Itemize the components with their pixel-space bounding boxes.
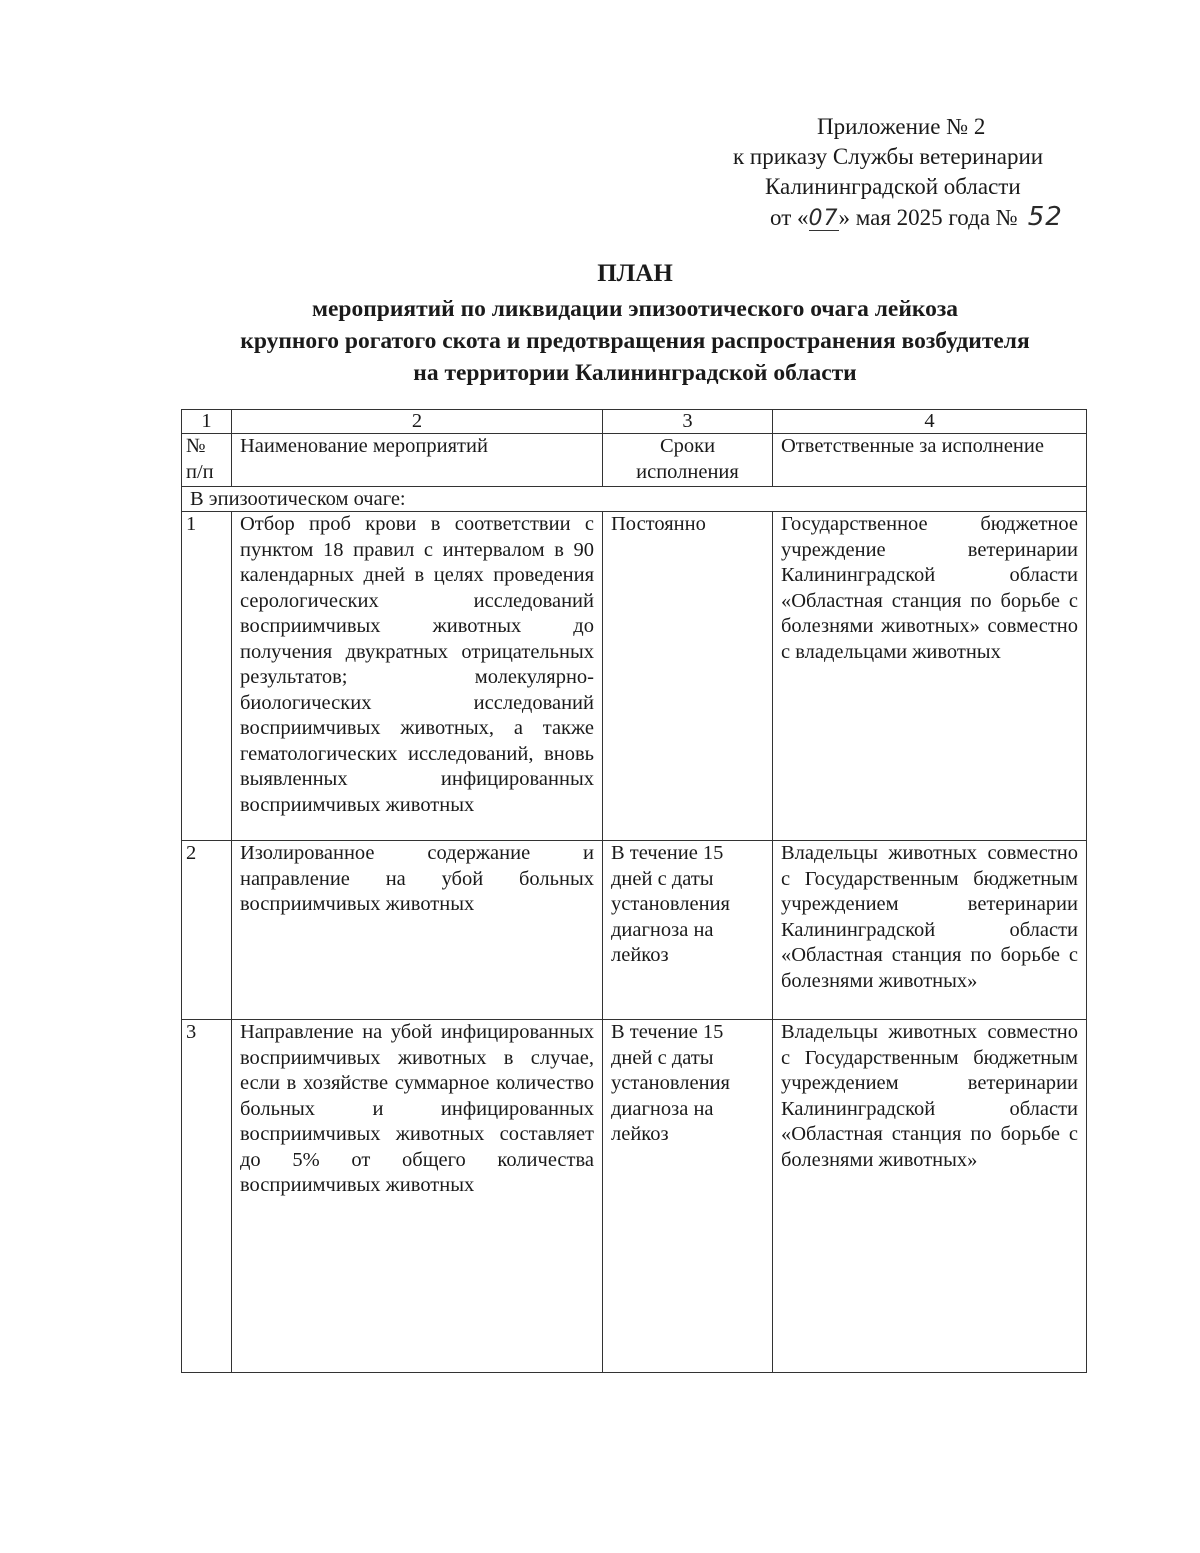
row-num: 2 bbox=[182, 841, 232, 1020]
handwritten-day: 07 bbox=[808, 206, 839, 231]
column-number-4: 4 bbox=[773, 410, 1087, 434]
appendix-header bbox=[727, 112, 1127, 233]
row-name: Отбор проб крови в соответствии с пунктом 18 правил с интервалом в 90 календарных дней в целях проведения серологических исследований восприимчивых животных до получения двукратных отрицательных результатов; молекулярно-биологических исследований восприимчивых животных, а также гематологических исследований, вновь выявленных инфицированных восприимчивых животных bbox=[232, 512, 603, 841]
row-name: Направление на убой инфицированных восприимчивых животных в случае, если в хозяйстве суммарное количество больных и инфицированных восприимчивых животных составляет до 5% от общего количества восприимчивых животных bbox=[232, 1020, 603, 1373]
table-row bbox=[182, 512, 1087, 841]
row-num: 3 bbox=[182, 1020, 232, 1373]
document-title bbox=[150, 258, 1120, 389]
handwritten-order-number: 52 bbox=[1027, 202, 1063, 232]
appendix-region: Калининградской области bbox=[765, 174, 1021, 199]
appendix-number: Приложение № 2 bbox=[817, 114, 986, 139]
date-prefix: от « bbox=[770, 205, 809, 230]
column-number-2: 2 bbox=[232, 410, 603, 434]
column-number-1: 1 bbox=[182, 410, 232, 434]
appendix-date-line bbox=[727, 202, 1127, 233]
column-number-row bbox=[182, 410, 1087, 434]
title-line-3: на территории Калининградской области bbox=[413, 360, 857, 386]
title-line-1: мероприятий по ликвидации эпизоотического очага лейкоза bbox=[311, 296, 959, 322]
title-line-2: крупного рогатого скота и предотвращения распространения возбудителя bbox=[240, 328, 1030, 354]
row-name: Изолированное содержание и направление на убой больных восприимчивых животных bbox=[232, 841, 603, 1020]
table-row bbox=[182, 841, 1087, 1020]
row-terms: Постоянно bbox=[603, 512, 773, 841]
measures-table bbox=[181, 409, 1087, 1373]
row-responsible: Владельцы животных совместно с Государственным бюджетным учреждением ветеринарии Калининградской области «Областная станция по борьбе с болезнями животных» bbox=[773, 1020, 1087, 1373]
column-number-3: 3 bbox=[603, 410, 773, 434]
header-row bbox=[182, 434, 1087, 487]
row-num: 1 bbox=[182, 512, 232, 841]
row-responsible: Государственное бюджетное учреждение ветеринарии Калининградской области «Областная станция по борьбе с болезнями животных» совместно с владельцами животных bbox=[773, 512, 1087, 841]
row-terms: В течение 15 дней с даты установления диагноза на лейкоз bbox=[603, 841, 773, 1020]
header-num: № п/п bbox=[182, 434, 232, 487]
header-terms: Сроки исполнения bbox=[603, 434, 773, 487]
header-name: Наименование мероприятий bbox=[232, 434, 603, 487]
date-mid: » мая 2025 года № bbox=[838, 205, 1018, 230]
section-title: В эпизоотическом очаге: bbox=[182, 487, 1087, 512]
row-terms: В течение 15 дней с даты установления диагноза на лейкоз bbox=[603, 1020, 773, 1373]
title-main: ПЛАН bbox=[597, 260, 673, 287]
appendix-order-ref: к приказу Службы ветеринарии bbox=[733, 144, 1044, 169]
header-responsible: Ответственные за исполнение bbox=[773, 434, 1087, 487]
table-row bbox=[182, 1020, 1087, 1373]
section-row bbox=[182, 487, 1087, 512]
row-responsible: Владельцы животных совместно с Государственным бюджетным учреждением ветеринарии Калининградской области «Областная станция по борьбе с болезнями животных» bbox=[773, 841, 1087, 1020]
